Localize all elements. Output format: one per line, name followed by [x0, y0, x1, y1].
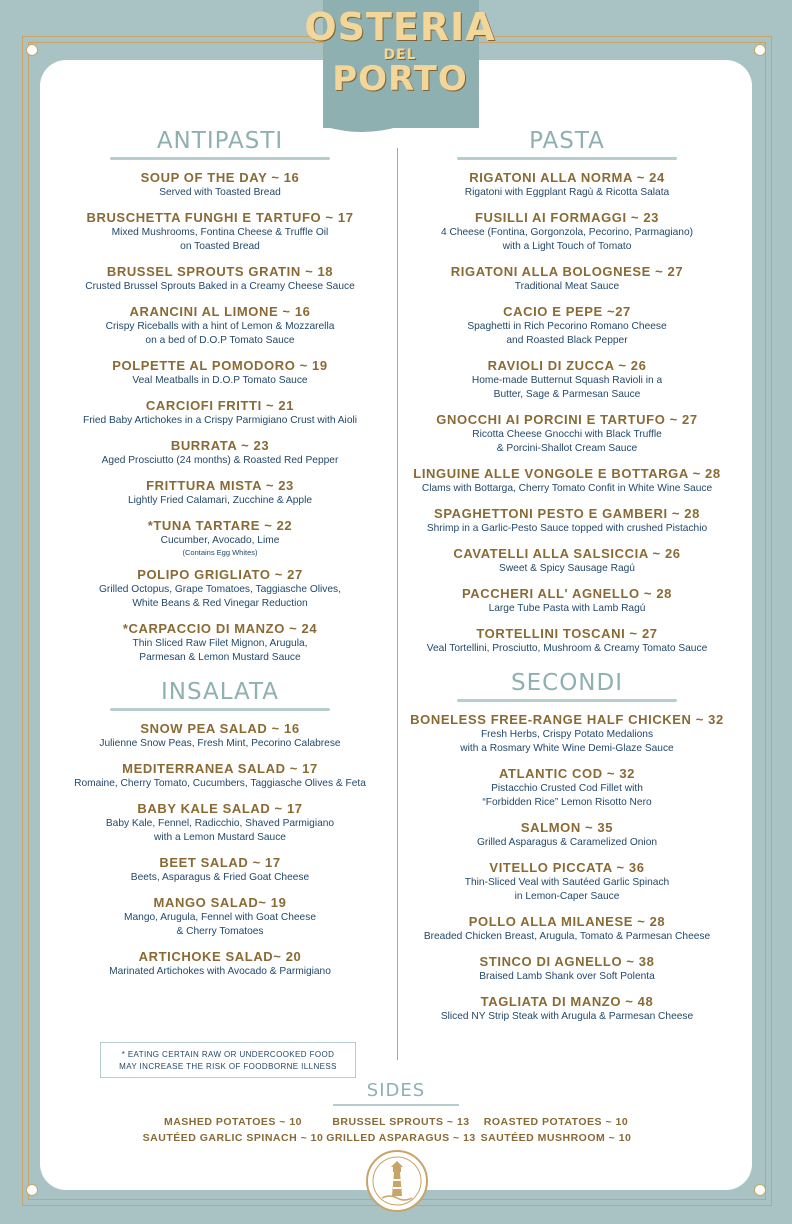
menu-item-description: on Toasted Bread	[180, 241, 260, 252]
menu-item-description: Romaine, Cherry Tomato, Cucumbers, Taggiasche Olives & Feta	[74, 778, 366, 789]
antipasti-section	[52, 128, 388, 665]
menu-item-description: Julienne Snow Peas, Fresh Mint, Pecorino Calabrese	[99, 738, 341, 749]
menu-item-description: Cucumber, Avocado, Lime	[160, 535, 280, 546]
restaurant-logo	[300, 5, 500, 99]
menu-item-description: Grilled Octopus, Grape Tomatoes, Taggiasche Olives,	[99, 584, 341, 595]
menu-item-description: Beets, Asparagus & Fried Goat Cheese	[130, 872, 310, 883]
menu-item-name: STINCO DI AGNELLO ~ 38	[479, 954, 655, 969]
menu-item	[52, 621, 388, 665]
menu-item-description: Grilled Asparagus & Caramelized Onion	[476, 837, 658, 848]
menu-item-name: BRUSSEL SPROUTS GRATIN ~ 18	[106, 264, 334, 279]
menu-item-description: Crispy Riceballs with a hint of Lemon & Mozzarella	[105, 321, 335, 332]
side-item: GRILLED ASPARAGUS ~ 13	[326, 1132, 476, 1144]
menu-item-description: & Porcini-Shallot Cream Sauce	[496, 443, 638, 454]
menu-item-description: Fresh Herbs, Crispy Potato Medalions	[480, 729, 654, 740]
menu-item-name: ARANCINI AL LIMONE ~ 16	[129, 304, 311, 319]
menu-item-description: with a Lemon Mustard Sauce	[154, 832, 286, 843]
side-item: SAUTÉED GARLIC SPINACH ~ 10	[142, 1132, 324, 1144]
menu-item-name: TORTELLINI TOSCANI ~ 27	[476, 626, 658, 641]
menu-item-description: Mixed Mushrooms, Fontina Cheese & Truffle Oil	[111, 227, 329, 238]
menu-item	[52, 567, 388, 611]
menu-item-name: MANGO SALAD~ 19	[153, 895, 287, 910]
menu-item-name: SOUP OF THE DAY ~ 16	[140, 170, 300, 185]
insalata-section	[52, 679, 388, 979]
menu-item	[396, 358, 738, 402]
menu-item-name: SNOW PEA SALAD ~ 16	[140, 721, 300, 736]
menu-item	[52, 801, 388, 845]
menu-item-description: Rigatoni with Eggplant Ragù & Ricotta Salata	[464, 187, 670, 198]
menu-item-description: with a Rosmary White Wine Demi-Glaze Sauce	[460, 743, 674, 754]
menu-item-description: Veal Tortellini, Prosciutto, Mushroom & Creamy Tomato Sauce	[426, 643, 708, 654]
menu-item	[52, 895, 388, 939]
menu-item-name: BABY KALE SALAD ~ 17	[137, 801, 303, 816]
menu-item-name: CAVATELLI ALLA SALSICCIA ~ 26	[453, 546, 681, 561]
menu-item-name: BURRATA ~ 23	[170, 438, 270, 453]
section-rule	[110, 708, 330, 711]
section-rule	[333, 1104, 459, 1106]
menu-item-name: RIGATONI ALLA NORMA ~ 24	[469, 170, 665, 185]
side-item: SAUTÉED MUSHROOM ~ 10	[480, 1132, 632, 1144]
lighthouse-badge	[366, 1150, 428, 1212]
side-item: ROASTED POTATOES ~ 10	[483, 1116, 629, 1128]
menu-item-name: ARTICHOKE SALAD~ 20	[138, 949, 302, 964]
menu-item	[52, 264, 388, 294]
menu-item-name: PACCHERI ALL' AGNELLO ~ 28	[462, 586, 672, 601]
menu-item-description: Aged Prosciutto (24 months) & Roasted Red Pepper	[101, 455, 339, 466]
menu-item-description: Sliced NY Strip Steak with Arugula & Parmesan Cheese	[440, 1011, 694, 1022]
menu-item-name: RAVIOLI DI ZUCCA ~ 26	[487, 358, 647, 373]
menu-item-description: Pistacchio Crusted Cod Fillet with	[491, 783, 643, 794]
menu-item-description: and Roasted Black Pepper	[506, 335, 628, 346]
menu-item	[396, 820, 738, 850]
section-rule	[457, 157, 677, 160]
menu-item	[396, 954, 738, 984]
menu-item-description: Lightly Fried Calamari, Zucchine & Apple	[127, 495, 313, 506]
menu-item-description: with a Light Touch of Tomato	[502, 241, 632, 252]
menu-item-name: CARCIOFI FRITTI ~ 21	[145, 398, 295, 413]
menu-item-name: RIGATONI ALLA BOLOGNESE ~ 27	[450, 264, 684, 279]
sides-column-1	[140, 1114, 326, 1146]
menu-item-description: Home-made Butternut Squash Ravioli in a	[471, 375, 663, 386]
menu-item-description: Ricotta Cheese Gnocchi with Black Truffle	[472, 429, 662, 440]
menu-item-name: *TUNA TARTARE ~ 22	[147, 518, 293, 533]
menu-item-description: 4 Cheese (Fontina, Gorgonzola, Pecorino, Parmagiano)	[441, 227, 693, 238]
menu-item	[396, 506, 738, 536]
raw-food-notice	[100, 1042, 356, 1078]
menu-item	[396, 466, 738, 496]
side-item: BRUSSEL SPROUTS ~ 13	[332, 1116, 470, 1128]
notice-line-2: MAY INCREASE THE RISK OF FOODBORNE ILLNESS	[119, 1062, 337, 1071]
menu-item	[396, 412, 738, 456]
menu-item	[396, 766, 738, 810]
menu-item-description: Sweet & Spicy Sausage Ragú	[499, 563, 635, 574]
section-title-pasta: PASTA	[529, 128, 605, 154]
menu-item-description: Traditional Meat Sauce	[514, 281, 620, 292]
side-item: MASHED POTATOES ~ 10	[163, 1116, 303, 1128]
menu-item-name: FRITTURA MISTA ~ 23	[146, 478, 294, 493]
section-rule	[457, 699, 677, 702]
menu-item	[52, 358, 388, 388]
menu-item-name: BEET SALAD ~ 17	[159, 855, 281, 870]
menu-item-name: CACIO E PEPE ~27	[503, 304, 631, 319]
menu-item-description: Baby Kale, Fennel, Radicchio, Shaved Parmigiano	[105, 818, 335, 829]
antipasti-list	[52, 170, 388, 665]
section-title-insalata: INSALATA	[160, 679, 280, 705]
menu-item	[396, 712, 738, 756]
menu-item-name: VITELLO PICCATA ~ 36	[489, 860, 645, 875]
menu-item	[52, 855, 388, 885]
menu-item	[396, 170, 738, 200]
section-rule	[110, 157, 330, 160]
menu-item-name: BONELESS FREE-RANGE HALF CHICKEN ~ 32	[410, 712, 724, 727]
menu-item-description: on a bed of D.O.P Tomato Sauce	[145, 335, 295, 346]
menu-item	[52, 438, 388, 468]
menu-item	[396, 264, 738, 294]
menu-item	[396, 586, 738, 616]
menu-item-name: POLLO ALLA MILANESE ~ 28	[468, 914, 666, 929]
menu-item-description: Spaghetti in Rich Pecorino Romano Cheese	[467, 321, 667, 332]
menu-item-description: Breaded Chicken Breast, Arugula, Tomato & Parmesan Cheese	[423, 931, 711, 942]
menu-item-name: GNOCCHI AI PORCINI E TARTUFO ~ 27	[436, 412, 698, 427]
menu-item	[52, 170, 388, 200]
logo-line-2: DEL	[383, 47, 417, 63]
menu-item	[52, 398, 388, 428]
pasta-section	[396, 128, 738, 656]
sides-column-3	[476, 1114, 636, 1146]
section-title-antipasti: ANTIPASTI	[156, 128, 284, 154]
menu-item-name: ATLANTIC COD ~ 32	[499, 766, 635, 781]
menu-item-description: Crusted Brussel Sprouts Baked in a Creamy Cheese Sauce	[85, 281, 355, 292]
menu-item-name: TAGLIATA DI MANZO ~ 48	[480, 994, 654, 1009]
logo-line-3: PORTO	[332, 59, 468, 99]
menu-item	[396, 546, 738, 576]
menu-item-description: Butter, Sage & Parmesan Sauce	[493, 389, 641, 400]
menu-item-description: Thin Sliced Raw Filet Mignon, Arugula,	[132, 638, 308, 649]
left-column	[52, 128, 388, 979]
menu-item	[52, 210, 388, 254]
lighthouse-icon	[368, 1152, 426, 1210]
section-title-secondi: SECONDI	[511, 670, 623, 696]
menu-item-note: (Contains Egg Whites)	[182, 548, 258, 557]
menu-item	[396, 994, 738, 1024]
notice-line-1: * EATING CERTAIN RAW OR UNDERCOOKED FOOD	[121, 1050, 335, 1059]
menu-item	[396, 914, 738, 944]
logo-line-1: OSTERIA	[304, 5, 496, 49]
pasta-list	[396, 170, 738, 656]
corner-ornament	[26, 1184, 38, 1196]
menu-item-description: “Forbidden Rice” Lemon Risotto Nero	[482, 797, 652, 808]
menu-item-name: SALMON ~ 35	[520, 820, 614, 835]
menu-item-name: BRUSCHETTA FUNGHI E TARTUFO ~ 17	[86, 210, 354, 225]
menu-item-description: Shrimp in a Garlic-Pesto Sauce topped with crushed Pistachio	[426, 523, 708, 534]
menu-item-name: MEDITERRANEA SALAD ~ 17	[122, 761, 318, 776]
menu-item	[396, 210, 738, 254]
corner-ornament	[26, 44, 38, 56]
menu-item-description: Clams with Bottarga, Cherry Tomato Confit in White Wine Sauce	[421, 483, 713, 494]
menu-item-name: POLIPO GRIGLIATO ~ 27	[137, 567, 303, 582]
menu-item-name: POLPETTE AL POMODORO ~ 19	[112, 358, 328, 373]
menu-item-description: White Beans & Red Vinegar Reduction	[132, 598, 308, 609]
menu-item	[52, 949, 388, 979]
menu-item-description: Large Tube Pasta with Lamb Ragú	[488, 603, 646, 614]
menu-item-description: Served with Toasted Bread	[159, 187, 281, 198]
menu-item	[52, 721, 388, 751]
secondi-section	[396, 670, 738, 1024]
menu-item-description: & Cherry Tomatoes	[176, 926, 264, 937]
menu-item-description: Parmesan & Lemon Mustard Sauce	[139, 652, 301, 663]
menu-item-name: *CARPACCIO DI MANZO ~ 24	[122, 621, 318, 636]
menu-item	[52, 518, 388, 557]
menu-item-description: Veal Meatballs in D.O.P Tomato Sauce	[132, 375, 308, 386]
menu-item-name: FUSILLI AI FORMAGGI ~ 23	[474, 210, 659, 225]
menu-item	[396, 626, 738, 656]
menu-item	[396, 860, 738, 904]
corner-ornament	[754, 1184, 766, 1196]
secondi-list	[396, 712, 738, 1024]
corner-ornament	[754, 44, 766, 56]
menu-item	[52, 304, 388, 348]
menu-item	[52, 478, 388, 508]
menu-item	[396, 304, 738, 348]
menu-item-description: Fried Baby Artichokes in a Crispy Parmigiano Crust with Aioli	[82, 415, 358, 426]
menu-item-name: LINGUINE ALLE VONGOLE E BOTTARGA ~ 28	[413, 466, 721, 481]
insalata-list	[52, 721, 388, 979]
menu-item-description: in Lemon-Caper Sauce	[514, 891, 620, 902]
menu-item-description: Mango, Arugula, Fennel with Goat Cheese	[124, 912, 316, 923]
menu-item-description: Braised Lamb Shank over Soft Polenta	[479, 971, 655, 982]
menu-item-description: Marinated Artichokes with Avocado & Parmigiano	[109, 966, 331, 977]
right-column	[396, 128, 738, 1024]
menu-item-description: Thin-Sliced Veal with Sautéed Garlic Spinach	[464, 877, 670, 888]
menu-item	[52, 761, 388, 791]
section-title-sides: SIDES	[366, 1080, 426, 1101]
sides-column-2	[326, 1114, 476, 1146]
menu-item-name: SPAGHETTONI PESTO E GAMBERI ~ 28	[434, 506, 700, 521]
